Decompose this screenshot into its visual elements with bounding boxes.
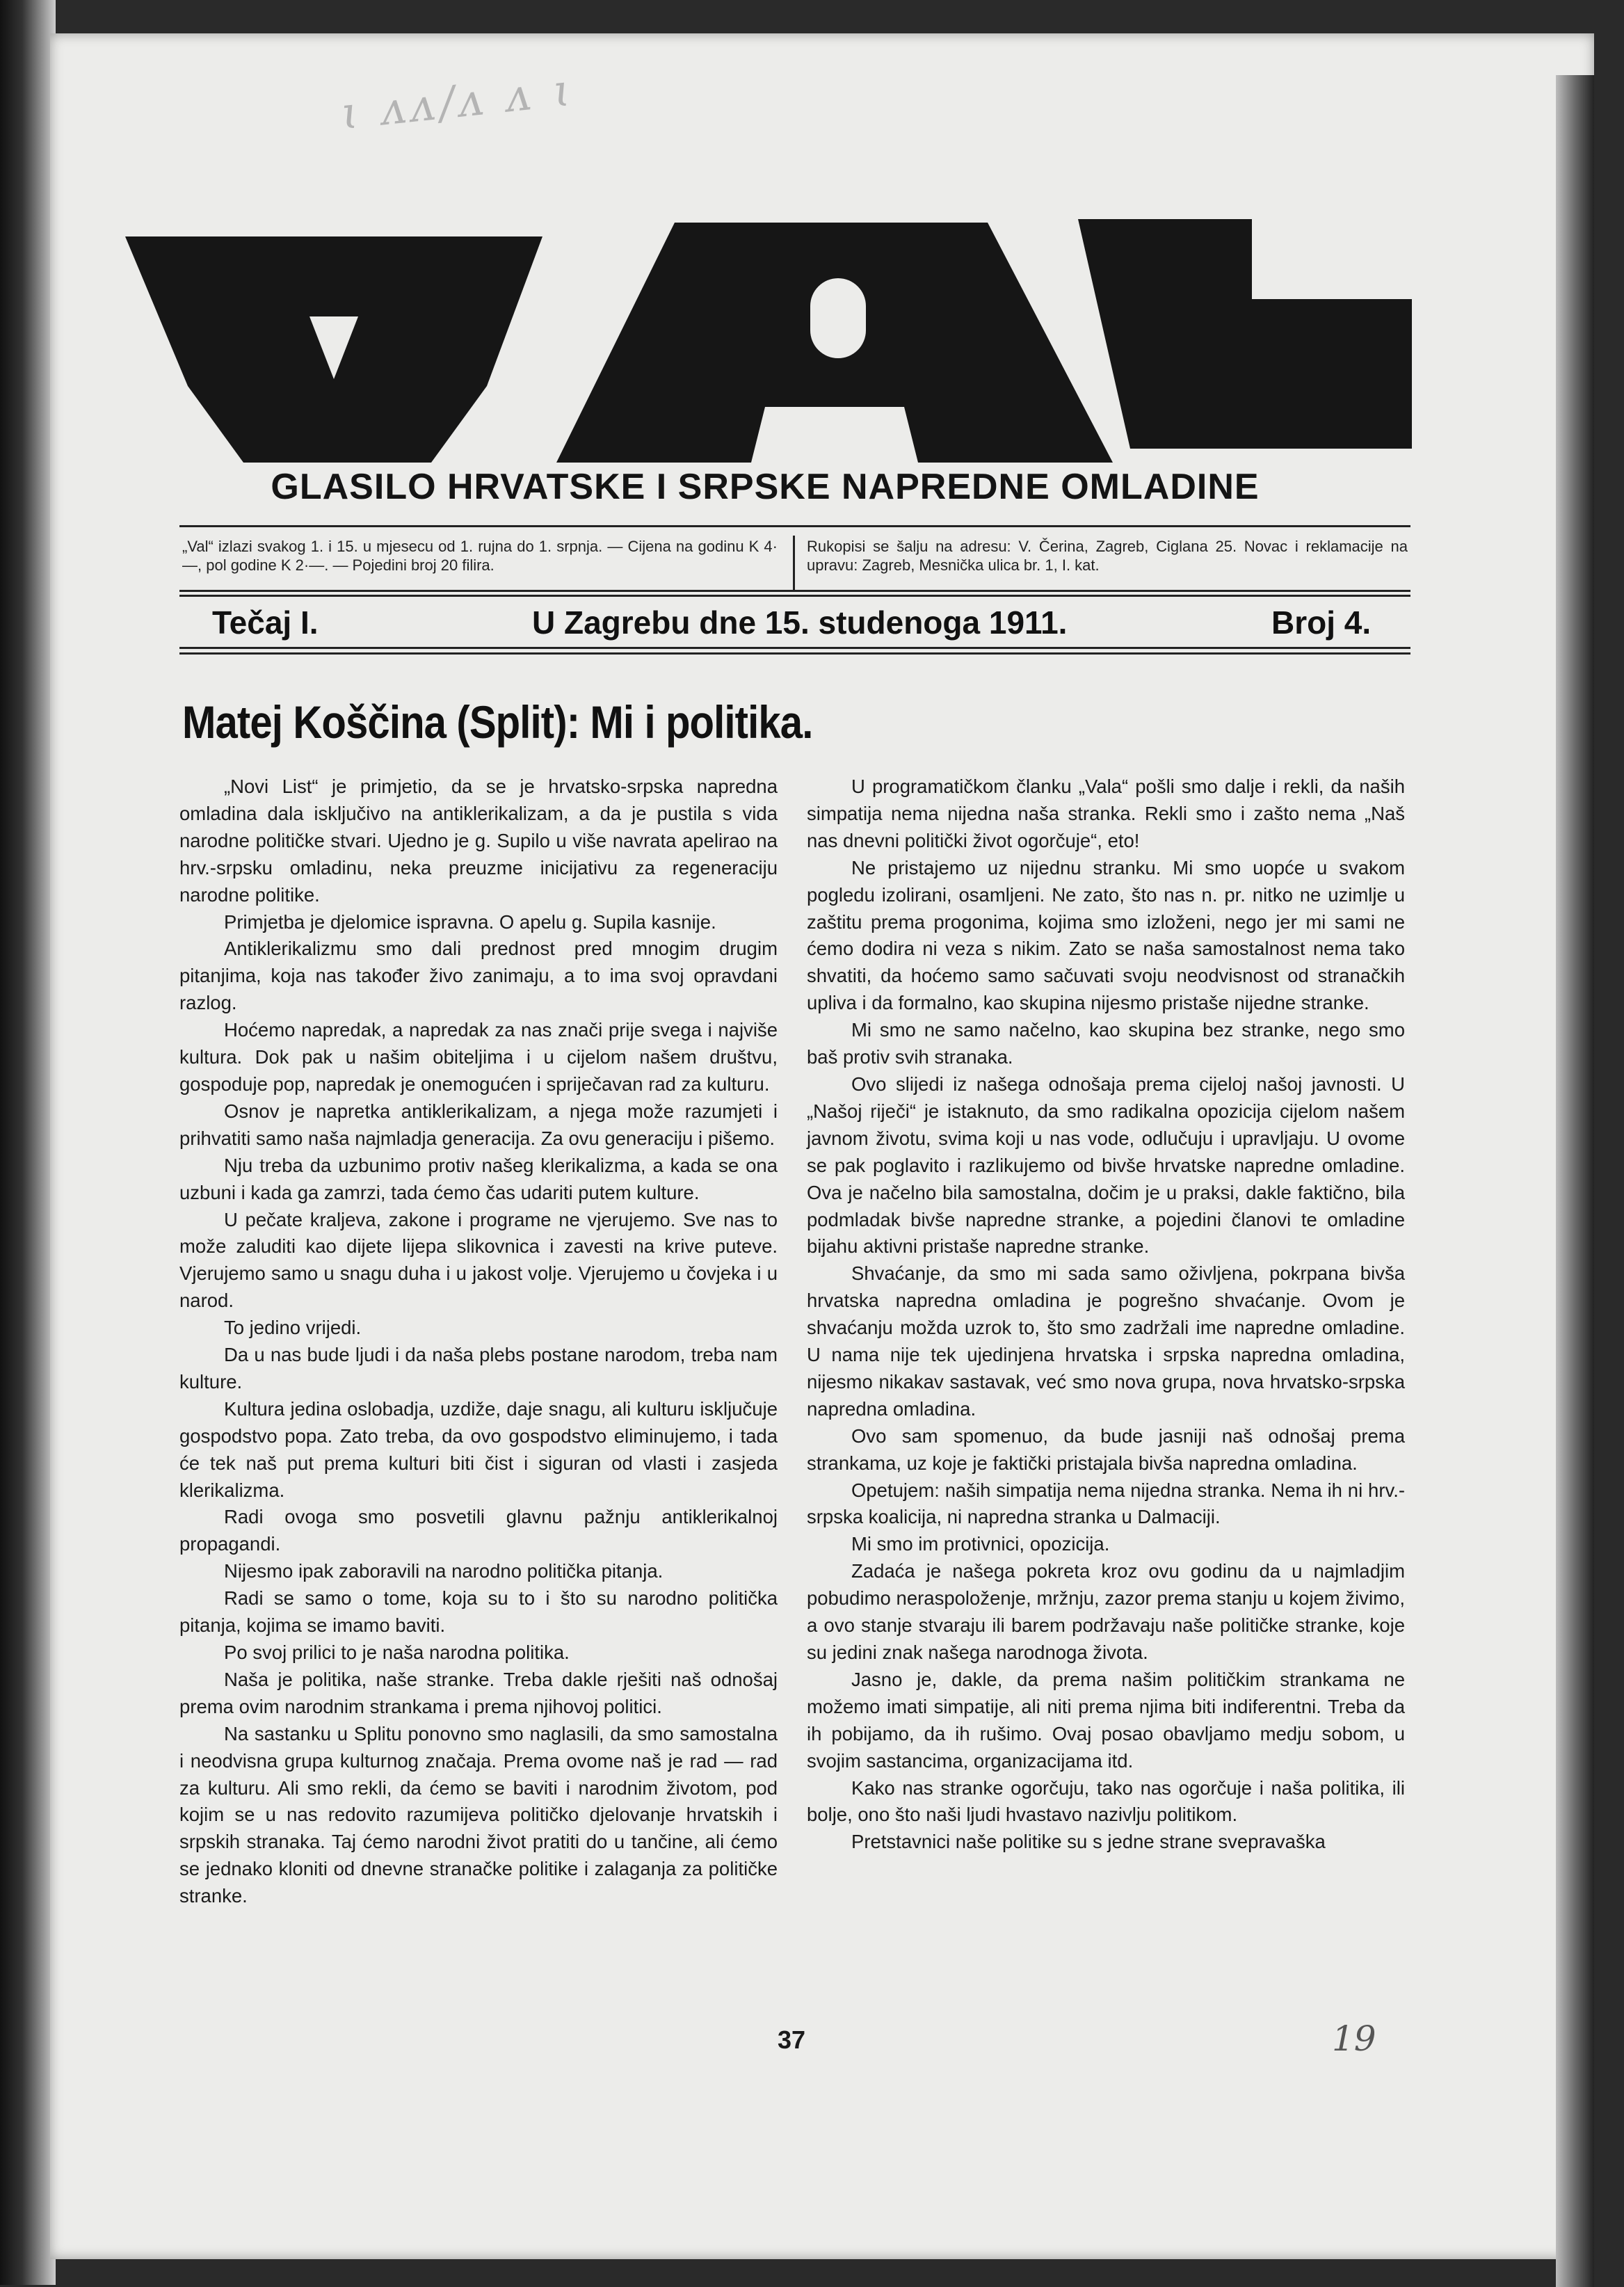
issue-date: U Zagrebu dne 15. studenoga 1911. xyxy=(532,604,1068,641)
article-paragraph: Radi ovoga smo posvetili glavnu pažnju antiklerikalnoj propagandi. xyxy=(179,1506,778,1555)
masthead-subtitle: GLASILO HRVATSKE I SRPSKE NAPREDNE OMLADINE xyxy=(271,467,1260,507)
article-paragraph: Po svoj prilici to je naša narodna politika. xyxy=(224,1642,570,1663)
editorial-address-info: Rukopisi se šalju na adresu: V. Čerina, Zagreb, Ciglana 25. Novac i reklamacije na upravu: Zagreb, Mesnička ulica br. 1, I. kat. xyxy=(807,538,1408,574)
article-paragraph: Antiklerikalizmu smo dali prednost pred mnogim drugim pitanjima, koja nas također živo zanimaju, a to ima svoj opravdani razlog. xyxy=(179,938,778,1014)
article-paragraph: U programatičkom članku „Vala“ pošli smo dalje i rekli, da naših simpatija nema nijedna naša stranka. Rekli smo i zašto nema „Naš nas dnevni politički život ogorčuje“, eto! xyxy=(807,776,1405,851)
article-paragraph: Osnov je napretka antiklerikalizam, a njega može razumjeti i prihvatiti samo naša najmladja generacija. Za ovu generaciju i pišemo. xyxy=(179,1100,778,1149)
article-paragraph: „Novi List“ je primjetio, da se je hrvatsko-srpska napredna omladina dala isključivo na antiklerikalizam, a da je pustila s vida narodne političke stvari. Ujedno je g. Supilo u više navrata apelirao na hrv.-srpsku omladinu, neka preuzme inicijativu za regeneraciju narodne politike. xyxy=(179,776,778,906)
article-paragraph: Ne pristajemo uz nijednu stranku. Mi smo uopće u svakom pogledu izolirani, osamljeni. Ne zato, što nas n. pr. nitko ne uzimlje u zaštitu prema progonima, kojima smo izloženi, nego jer mi sami ne ćemo dodira ni veza s nikim. Zato se naša samostalnost nema tako shvatiti, da hoćemo samo sačuvati svoju neodvisnost od stranačkih upliva i da formalno, kao skupina nijesmo pristaše nijedne stranke. xyxy=(807,856,1405,1014)
article-paragraph: Zadaća je našega pokreta kroz ovu godinu da u najmladjim pobudimo neraspoloženje, mržnju, zazor prema stanju u kojem živimo, a ovo stanje stvaraju ili barem podržavaju naše političke stranke, koje su jedini znak našega narodnoga života. xyxy=(807,1560,1405,1663)
val-logo-graphic xyxy=(125,184,1412,463)
page-number: 37 xyxy=(778,2025,806,2054)
article-paragraph: Mi smo ne samo načelno, kao skupina bez stranke, nego smo baš protiv svih stranaka. xyxy=(807,1019,1405,1068)
volume-label: Tečaj I. xyxy=(212,604,319,641)
article-paragraph: Radi se samo o tome, koja su to i što su narodno politička pitanja, kojima se imamo baviti. xyxy=(179,1587,778,1637)
info-divider xyxy=(793,536,795,590)
article-paragraph: Na sastanku u Splitu ponovno smo naglasili, da smo samostalna i neodvisna grupa kulturnog značaja. Prema ovome naš je rad — rad za kulturu. Ali smo rekli, da ćemo se baviti i narodnim životom, pod kojim se u nas redovito razumijeva političko djelovanje hrvatskih i srpskih stranaka. Taj ćemo narodni život pratiti do u tančine, ali ćemo se jednako kloniti od dnevne stranačke politike i zalaganja za političke stranke. xyxy=(179,1722,778,1907)
article-paragraph: Mi smo im protivnici, opozicija. xyxy=(851,1533,1110,1555)
header-rule-middle xyxy=(179,590,1410,592)
article-paragraph: Kako nas stranke ogorčuju, tako nas ogorčuje i naša politika, ili bolje, ono što naši ljudi hvastavo nazivlju politikom. xyxy=(807,1776,1405,1826)
issue-number: Broj 4. xyxy=(1271,604,1372,641)
article-paragraph: Da u nas bude ljudi i da naša plebs postane narodom, treba nam kulture. xyxy=(179,1344,778,1393)
subscription-info: „Val“ izlazi svakog 1. i 15. u mjesecu od 1. rujna do 1. srpnja. — Cijena na godinu K 4·—, pol godine K 2·—. — Pojedini broj 20 filira. xyxy=(182,538,778,574)
header-rule-bottom xyxy=(179,647,1410,649)
article-column-right xyxy=(807,773,1405,1856)
header-rule-top xyxy=(179,525,1410,527)
article-paragraph: Hoćemo napredak, a napredak za nas znači prije svega i najviše kultura. Dok pak u našim obiteljima i u cijelom našem društvu, gospoduje pop, napredak je onemogućen i spriječavan rad za kulturu. xyxy=(179,1019,778,1095)
article-paragraph: U pečate kraljeva, zakone i programe ne vjerujemo. Sve nas to može zaluditi kao dijete lijepa slikovnica i zavesti na krive puteve. Vjerujemo samo u snagu duha i u jakost volje. Vjerujemo u čovjeka i u narod. xyxy=(179,1208,778,1312)
article-paragraph: Jasno je, dakle, da prema našim političkim strankama ne možemo imati simpatije, ali niti prema njima biti indiferentni. Treba da ih pobijamo, da ih rušimo. Ovaj posao obavljamo medju sobom, u svojim sastancima, organizacijama itd. xyxy=(807,1668,1405,1772)
header-rule-middle-2 xyxy=(179,595,1410,597)
book-spine-edge xyxy=(0,0,56,2285)
article-paragraph: Pretstavnici naše politike su s jedne strane svepravaška xyxy=(851,1831,1326,1853)
page-edge-shadow xyxy=(1556,75,1594,2287)
article-paragraph: Kultura jedina oslobadja, uzdiže, daje snagu, ali kulturu isključuje gospodstvo popa. Zato treba, da ovo gospodstvo eliminujemo, i tada će tek naš put prema kulturi biti čist i siguran od vlasti i zasjeda klerikalizma. xyxy=(179,1397,778,1501)
article-paragraph: To jedino vrijedi. xyxy=(224,1317,362,1339)
article-paragraph: Shvaćanje, da smo mi sada samo oživljena, pokrpana bivša hrvatska napredna omladina je pogrešno shvaćanje. Ovom je shvaćanju možda uzrok to, što smo zadržali ime napredne omladine. U nama nije tek ujedinjena hrvatska i srpska napredna omladina, nijesmo nikakav sastavak, već smo nova grupa, nova hrvatsko-srpska napredna omladina. xyxy=(807,1262,1405,1420)
article-paragraph: Primjetba je djelomice ispravna. O apelu g. Supila kasnije. xyxy=(224,910,716,933)
article-paragraph: Nju treba da uzbunimo protiv našeg klerikalizma, a kada se ona uzbuni i kada ga zamrzi, tada ćemo čas udariti putem kulture. xyxy=(179,1154,778,1203)
article-paragraph: Opetujem: naših simpatija nema nijedna stranka. Nema ih ni hrv.-srpska koalicija, ni napredna stranka u Dalmaciji. xyxy=(807,1479,1405,1528)
masthead-logo xyxy=(125,184,1412,463)
handwritten-page-number: 19 xyxy=(1332,2019,1376,2059)
article-paragraph: Ovo slijedi iz našega odnošaja prema cijeloj našoj javnosti. U „Našoj riječi“ je istaknuto, da smo radikalna opozicija cijelom našem javnom životu, svima koji u nas vode, odlučuju i upravljaju. U ovome se pak poglavito i razlikujemo od bivše hrvatske napredne omladine. Ova je načelno bila samostalna, dočim je u praksi, dakle faktično, bila podmladak bivše napredne stranke, a pojedini članovi te omladine bijahu aktivni pristaše napredne stranke. xyxy=(807,1073,1405,1258)
article-paragraph: Nijesmo ipak zaboravili na narodno politička pitanja. xyxy=(224,1560,664,1582)
header-rule-bottom-2 xyxy=(179,652,1410,655)
article-paragraph: Naša je politika, naše stranke. Treba dakle rješiti naš odnošaj prema ovim narodnim strankama i prema njihovoj politici. xyxy=(179,1668,778,1717)
pencil-scribble-mark: ɩ ᴧᴧ∕ᴧ ᴧ ɩ xyxy=(339,64,578,141)
article-column-left xyxy=(179,773,778,1910)
article-headline: Matej Koščina (Split): Mi i politika. xyxy=(182,696,813,748)
article-paragraph: Ovo sam spomenuo, da bude jasniji naš odnošaj prema strankama, uz koje je faktički pristajala bivša napredna omladina. xyxy=(807,1425,1405,1474)
